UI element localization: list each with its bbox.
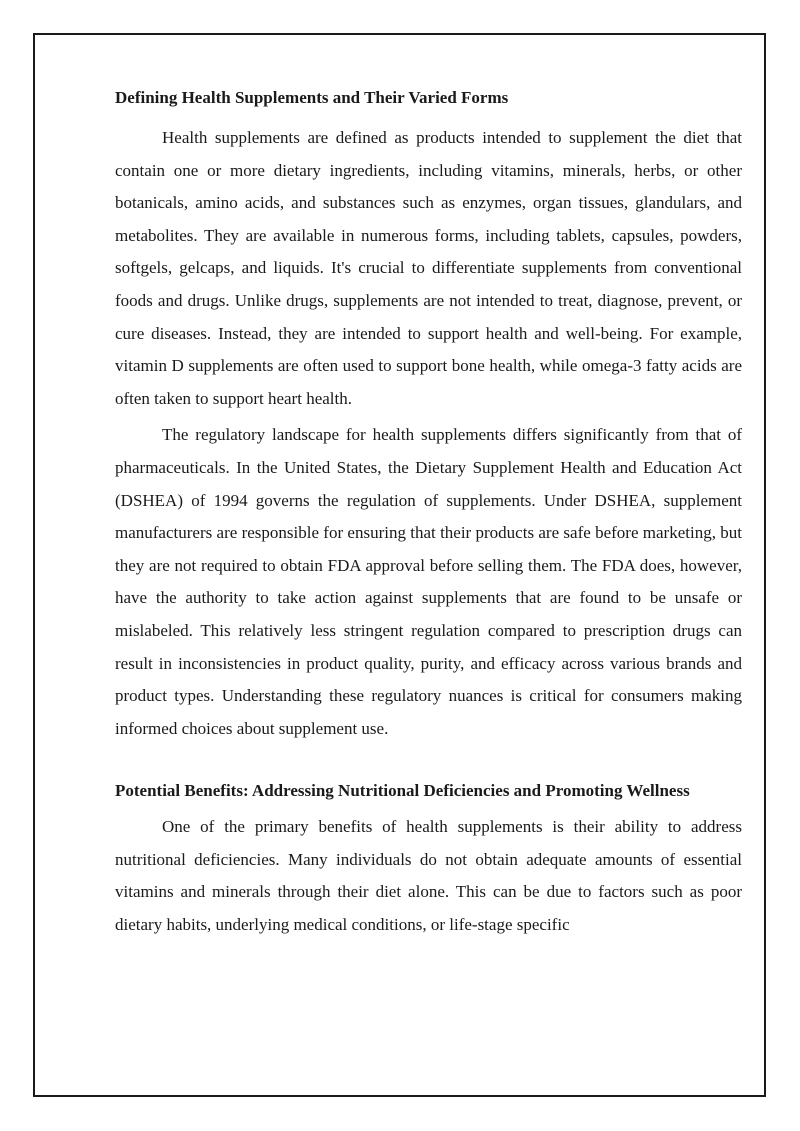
section-heading: Potential Benefits: Addressing Nutritional Deficiencies and Promoting Wellness <box>115 781 690 801</box>
body-paragraph: The regulatory landscape for health supplements differs significantly from that of pharmaceuticals. In the United States, the Dietary Supplement Health and Education Act (DSHEA) of 1994 governs the regulation of supplements. Under DSHEA, supplement manufacturers are responsible for ensuring that their products are safe before marketing, but they are not required to obtain FDA approval before selling them. The FDA does, however, have the authority to take action against supplements that are found to be unsafe or mislabeled. This relatively less stringent regulation compared to prescription drugs can result in inconsistencies in product quality, purity, and efficacy across various brands and product types. Understanding these regulatory nuances is critical for consumers making informed choices about supplement use. <box>115 425 742 738</box>
document-body <box>115 86 742 942</box>
body-paragraph: One of the primary benefits of health supplements is their ability to address nutritional deficiencies. Many individuals do not obtain adequate amounts of essential vitamins and minerals through their diet alone. This can be due to factors such as poor dietary habits, underlying medical conditions, or life-stage specific <box>115 817 742 935</box>
body-paragraph: Health supplements are defined as products intended to supplement the diet that contain one or more dietary ingredients, including vitamins, minerals, herbs, or other botanicals, amino acids, and substances such as enzymes, organ tissues, glandulars, and metabolites. They are available in numerous forms, including tablets, capsules, powders, softgels, gelcaps, and liquids. It's crucial to differentiate supplements from conventional foods and drugs. Unlike drugs, supplements are not intended to treat, diagnose, prevent, or cure diseases. Instead, they are intended to support health and well-being. For example, vitamin D supplements are often used to support bone health, while omega-3 fatty acids are often taken to support heart health. <box>115 128 742 408</box>
section-heading: Defining Health Supplements and Their Varied Forms <box>115 88 509 107</box>
